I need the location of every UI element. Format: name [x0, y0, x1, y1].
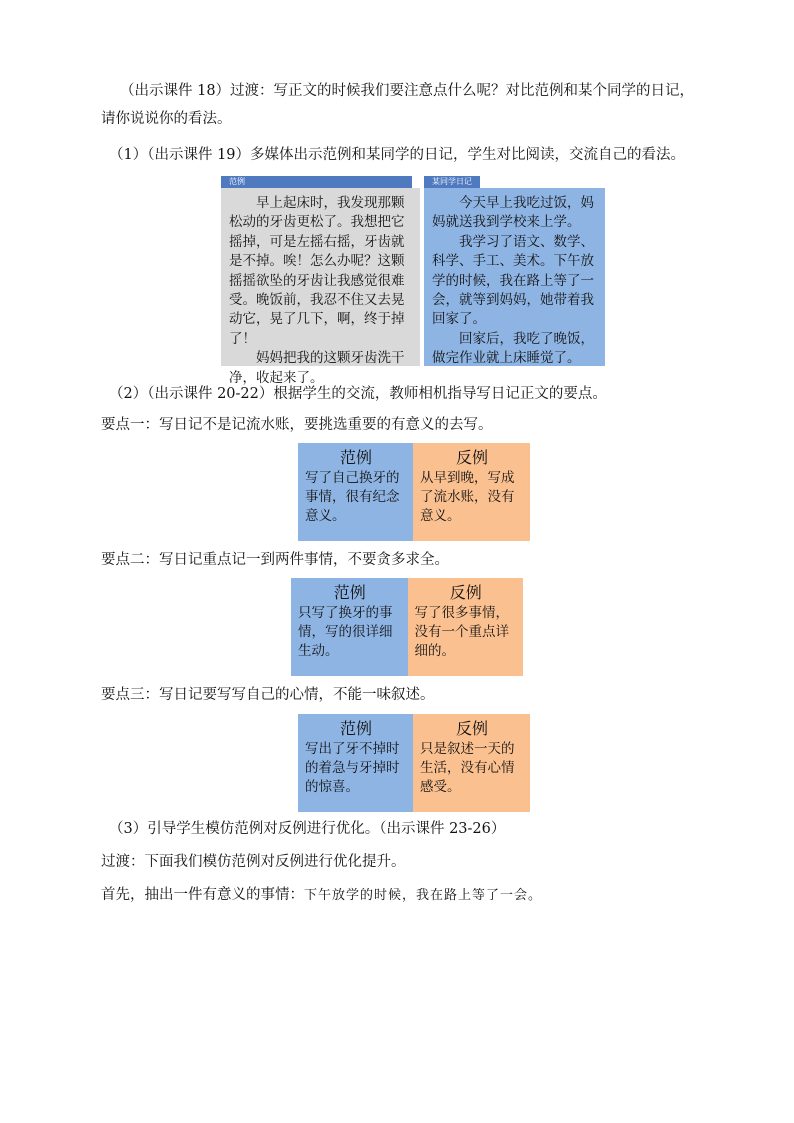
- intro-line-1: （出示课件 18）过渡：写正文的时候我们要注意点什么呢？对比范例和某个同学的日记，: [120, 83, 695, 99]
- point-1-title: 要点一：写日记不是记流水账，要挑选重要的有意义的去写。: [101, 417, 493, 433]
- point-1-comparison: [298, 443, 530, 541]
- student-diary-tag: 某同学日记: [424, 176, 480, 188]
- point-3-comparison: [298, 714, 530, 812]
- student-diary-paragraph: 我学习了语文、数学、科学、手工、美术。下午放学的时候，我在路上等了一会，就等到妈妈，她带着我回家了。: [432, 233, 594, 328]
- point-3-counter-text: 只是叙述一天的生活，没有心情感受。: [420, 741, 515, 795]
- example-diary-body: [221, 188, 420, 386]
- point-2-example-text: 只写了换牙的事情，写的很详细生动。: [298, 605, 393, 659]
- point-1-counter: [413, 443, 530, 541]
- point-3-counter: [413, 714, 530, 812]
- first-step-text: [101, 884, 542, 907]
- point-2-counter-text: 写了很多事情，没有一个重点详细的。: [414, 605, 509, 659]
- point-1-example-text: 写了自己换牙的事情，很有纪念意义。: [305, 470, 400, 524]
- student-diary-paragraph: 今天早上我吃过饭，妈妈就送我到学校来上学。: [432, 195, 594, 231]
- transition-text: 过渡：下面我们模仿范例对反例进行优化提升。: [101, 854, 406, 870]
- step-1-text: （1）（出示课件 19）多媒体出示范例和某同学的日记，学生对比阅读，交流自己的看法。: [109, 147, 686, 163]
- first-step-quote: 下午放学的时候，我在路上等了一会。: [304, 888, 543, 903]
- intro-line-2: 请你说说你的看法。: [101, 111, 232, 127]
- point-2-title: 要点二：写日记重点记一到两件事情，不要贪多求全。: [101, 552, 449, 568]
- point-2-counter: [408, 578, 524, 676]
- example-diary-paragraph: 妈妈把我的这颗牙齿洗干净，收起来了。: [229, 350, 405, 386]
- point-1-example: [298, 443, 413, 541]
- student-diary-paragraph: 回家后，我吃了晚饭，做完作业就上床睡觉了。: [432, 330, 594, 367]
- point-2-example: [291, 578, 408, 676]
- point-3-counter-head: 反例: [455, 719, 488, 738]
- point-1-counter-head: 反例: [455, 448, 488, 467]
- step-3-text: （3）引导学生模仿范例对反例进行优化。（出示课件 23-26）: [109, 821, 506, 837]
- point-1-counter-text: 从早到晚，写成了流水账，没有意义。: [420, 470, 515, 524]
- point-2-counter-head: 反例: [449, 583, 482, 602]
- point-1-example-head: 范例: [339, 448, 372, 467]
- point-3-example-head: 范例: [339, 719, 372, 738]
- student-diary-body: [424, 188, 605, 366]
- point-3-title: 要点三：写日记要写写自己的心情，不能一味叙述。: [101, 687, 435, 703]
- example-diary-paragraph: 早上起床时，我发现那颗松动的牙齿更松了。我想把它摇掉，可是左摇右摇，牙齿就是不掉。唉！怎么办呢？这颗摇摇欲坠的牙齿让我感觉很难受。晚饭前，我忍不住又去晃动它，晃了几下，啊，终于掉了！: [229, 195, 405, 347]
- point-2-comparison: [291, 578, 523, 676]
- point-3-example-text: 写出了牙不掉时的着急与牙掉时的惊喜。: [305, 741, 400, 795]
- point-2-example-head: 范例: [333, 583, 366, 602]
- example-diary-tag: 范例: [221, 176, 412, 188]
- point-3-example: [298, 714, 413, 812]
- step-2-text: （2）（出示课件 20-22）根据学生的交流，教师相机指导写日记正文的要点。: [109, 386, 607, 402]
- first-step-lead: 首先，抽出一件有意义的事情：: [101, 887, 304, 903]
